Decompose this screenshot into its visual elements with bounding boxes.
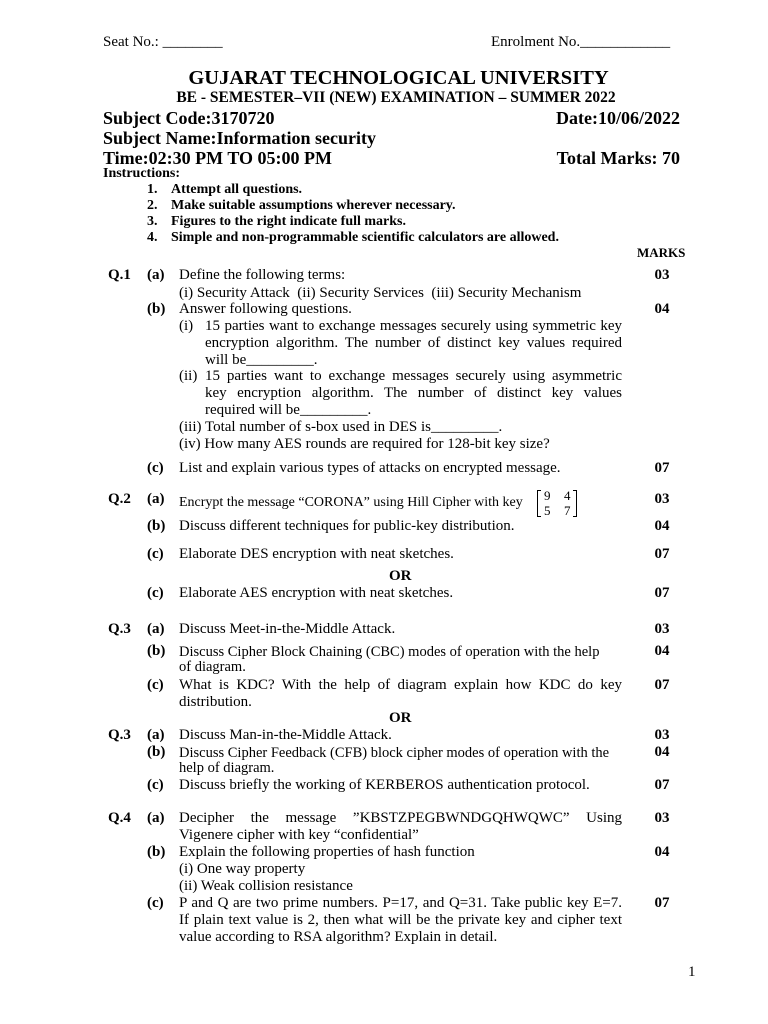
- sub-item-label: (ii): [179, 368, 198, 384]
- matrix-cell: 4: [564, 488, 571, 503]
- instruction-text: Simple and non-programmable scientific calculators are allowed.: [171, 230, 559, 245]
- question-number: Q.2: [108, 491, 131, 507]
- question-text: Discuss Man-in-the-Middle Attack.: [179, 727, 392, 743]
- page-number: 1: [688, 964, 696, 980]
- part-label: (a): [147, 727, 165, 743]
- sub-item: [179, 435, 550, 453]
- question-line: Discuss Cipher Block Chaining (CBC) modes of operation with the help: [179, 644, 600, 660]
- part-label: (a): [147, 810, 165, 826]
- marks-value: 04: [654, 518, 670, 534]
- total-marks: Total Marks: 70: [556, 148, 680, 168]
- sub-item-line: will be_________.: [205, 352, 318, 368]
- sub-item-line: key encryption algorithm. The number of distinct key values: [205, 385, 622, 401]
- instruction-text: Figures to the right indicate full marks.: [171, 214, 407, 229]
- question-text: Answer following questions.: [179, 301, 352, 317]
- question-text: Elaborate DES encryption with neat sketches.: [179, 546, 454, 562]
- question-number: Q.1: [108, 267, 131, 283]
- question-text: Elaborate AES encryption with neat sketches.: [179, 585, 454, 601]
- matrix-right-bracket: [573, 490, 577, 517]
- part-label: (b): [147, 844, 166, 860]
- marks-value: 04: [654, 844, 670, 860]
- enrolment-no-field: Enrolment No.____________: [491, 34, 671, 50]
- question-line: value according to RSA algorithm? Explain in detail.: [179, 929, 498, 945]
- question-text: List and explain various types of attacks on encrypted message.: [179, 460, 561, 476]
- question-line: If plain text value is 2, then what will be the private key and cipher text: [179, 912, 622, 928]
- seat-no-field: Seat No.: ________: [103, 34, 223, 50]
- part-label: (a): [147, 491, 165, 507]
- question-text: Explain the following properties of hash function: [179, 844, 475, 860]
- part-label: (b): [147, 643, 166, 659]
- question-text: Encrypt the message “CORONA” using Hill Cipher with key: [179, 495, 523, 510]
- marks-value: 04: [654, 643, 670, 659]
- question-line: Discuss Cipher Feedback (CFB) block cipher modes of operation with the: [179, 745, 610, 761]
- part-label: (b): [147, 518, 166, 534]
- marks-value: 07: [654, 585, 670, 601]
- part-label: (c): [147, 460, 164, 476]
- sub-item: (i) One way property: [179, 861, 306, 877]
- question-line: What is KDC? With the help of diagram explain how KDC do key: [179, 677, 622, 693]
- question-subtext: (i) Security Attack (ii) Security Services (iii) Security Mechanism: [179, 285, 582, 301]
- question-line: Decipher the message ”KBSTZPEGBWNDGQHWQWC” Using: [179, 810, 622, 826]
- question-number: Q.3: [108, 621, 131, 637]
- part-label: (c): [147, 677, 164, 693]
- marks-column-heading: MARKS: [637, 245, 686, 260]
- question-text: Discuss Meet-in-the-Middle Attack.: [179, 621, 396, 637]
- sub-item-line: 15 parties want to exchange messages securely using asymmetric: [205, 368, 622, 384]
- marks-value: 07: [654, 546, 670, 562]
- question-line: P and Q are two prime numbers. P=17, and Q=31. Take public key E=7.: [179, 895, 622, 911]
- part-label: (c): [147, 777, 164, 793]
- sub-item-line: required will be_________.: [205, 402, 372, 418]
- sub-item-label: (iv): [179, 436, 201, 452]
- matrix-cell: 7: [564, 503, 571, 518]
- instruction-number: 2.: [147, 198, 158, 213]
- sub-item-label: (iii): [179, 419, 202, 435]
- marks-value: 03: [654, 621, 670, 637]
- question-text: Define the following terms:: [179, 267, 346, 283]
- question-line: distribution.: [179, 694, 252, 710]
- part-label: (a): [147, 267, 165, 283]
- sub-item: [179, 418, 502, 436]
- marks-value: 03: [654, 810, 670, 826]
- instruction-text: Attempt all questions.: [171, 182, 303, 197]
- exam-time: Time:02:30 PM TO 05:00 PM: [103, 148, 332, 168]
- sub-item-text: How many AES rounds are required for 128-bit key size?: [204, 436, 550, 452]
- exam-title: BE - SEMESTER–VII (NEW) EXAMINATION – SUMMER 2022: [176, 89, 616, 106]
- marks-value: 03: [654, 267, 670, 283]
- or-separator: OR: [389, 710, 412, 726]
- marks-value: 07: [654, 895, 670, 911]
- subject-name: Subject Name:Information security: [103, 128, 376, 148]
- part-label: (c): [147, 546, 164, 562]
- matrix-cell: 9: [544, 488, 551, 503]
- or-separator: OR: [389, 568, 412, 584]
- question-number: Q.3: [108, 727, 131, 743]
- question-number: Q.4: [108, 810, 131, 826]
- question-line: help of diagram.: [179, 760, 275, 776]
- sub-item-label: (i): [179, 318, 194, 334]
- instruction-text: Make suitable assumptions wherever necessary.: [171, 198, 456, 213]
- part-label: (b): [147, 744, 166, 760]
- marks-value: 07: [654, 677, 670, 693]
- sub-item-text: Total number of s-box used in DES is_________.: [204, 419, 503, 435]
- university-title: GUJARAT TECHNOLOGICAL UNIVERSITY: [188, 67, 609, 89]
- marks-value: 07: [654, 460, 670, 476]
- question-text: Discuss briefly the working of KERBEROS authentication protocol.: [179, 777, 590, 793]
- marks-value: 04: [654, 744, 670, 760]
- matrix-left-bracket: [537, 490, 541, 517]
- marks-value: 03: [654, 727, 670, 743]
- subject-code: Subject Code:3170720: [103, 108, 275, 128]
- part-label: (a): [147, 621, 165, 637]
- instructions-heading: Instructions:: [103, 166, 181, 181]
- question-line: of diagram.: [179, 659, 246, 675]
- sub-item-line: encryption algorithm. The number of distinct key values required: [205, 335, 622, 351]
- exam-date: Date:10/06/2022: [556, 108, 680, 128]
- matrix-cell: 5: [544, 503, 551, 518]
- instruction-number: 4.: [147, 230, 158, 245]
- question-line: Vigenere cipher with key “confidential”: [179, 827, 419, 843]
- part-label: (c): [147, 585, 164, 601]
- instruction-number: 1.: [147, 182, 158, 197]
- part-label: (b): [147, 301, 166, 317]
- part-label: (c): [147, 895, 164, 911]
- question-text: Discuss different techniques for public-key distribution.: [179, 518, 515, 534]
- instruction-number: 3.: [147, 214, 158, 229]
- sub-item-line: 15 parties want to exchange messages securely using symmetric key: [205, 318, 622, 334]
- hill-key-matrix: [537, 489, 577, 519]
- marks-value: 04: [654, 301, 670, 317]
- marks-value: 07: [654, 777, 670, 793]
- sub-item: (ii) Weak collision resistance: [179, 878, 353, 894]
- marks-value: 03: [654, 491, 670, 507]
